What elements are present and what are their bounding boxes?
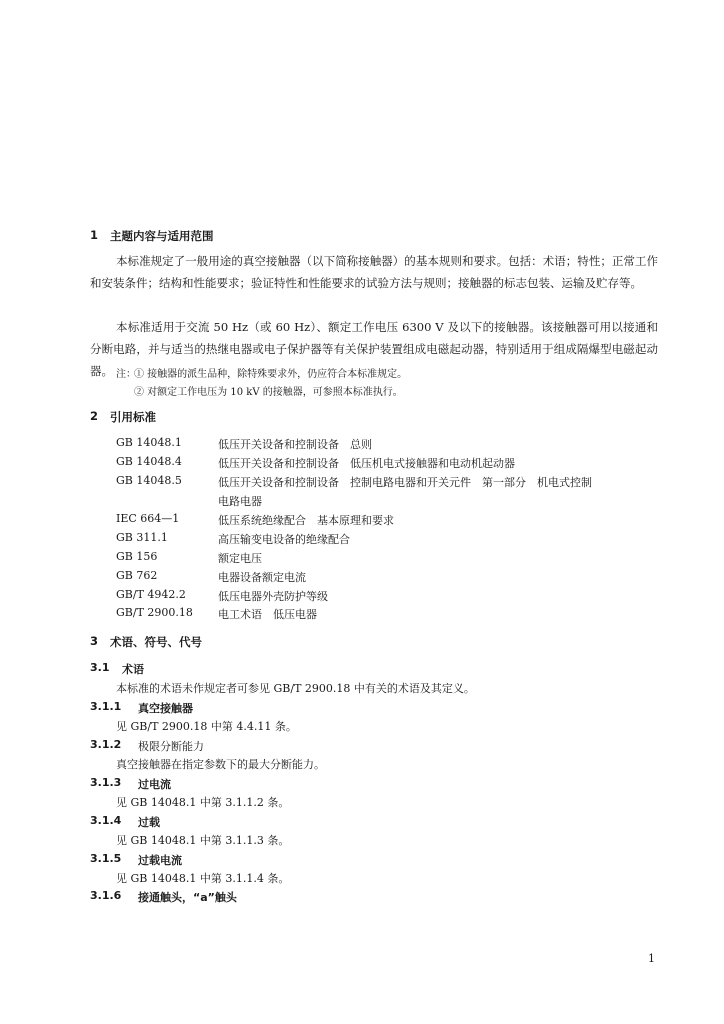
subsection-3-1-number: 3.1	[90, 661, 110, 674]
note-2: ② 对额定工作电压为 10 kV 的接触器，可参照本标准执行。	[134, 387, 403, 398]
reference-title: 低压系统绝缘配合 基本原理和要求	[218, 514, 394, 527]
reference-code: GB/T 2900.18	[116, 606, 193, 619]
reference-code: GB/T 4942.2	[116, 588, 186, 601]
reference-title: 高压输变电设备的绝缘配合	[218, 533, 350, 546]
clause-title: 过电流	[138, 778, 171, 791]
clause-number: 3.1.3	[90, 776, 122, 789]
clause-title: 过载	[138, 816, 160, 829]
reference-code: GB 762	[116, 569, 158, 582]
reference-title: 低压电器外壳防护等级	[218, 590, 328, 603]
section-1-paragraph-1: 本标准规定了一般用途的真空接触器（以下简称接触器）的基本规则和要求。包括：术语；特性；正常工作和安装条件；结构和性能要求；验证特性和性能要求的试验方法与规则；接触器的标志包装、运输及贮存等。	[90, 254, 658, 290]
section-2-number: 2	[90, 409, 99, 423]
page-number: 1	[648, 952, 655, 965]
reference-code: GB 156	[116, 550, 158, 563]
note-1: ① 接触器的派生品种，除特殊要求外，仍应符合本标准规定。	[134, 369, 408, 380]
clause-body: 见 GB 14048.1 中第 3.1.1.2 条。	[116, 796, 290, 809]
section-1-title: 主题内容与适用范围	[110, 229, 214, 243]
section-2-title: 引用标准	[110, 410, 156, 424]
reference-code: IEC 664—1	[116, 512, 180, 525]
reference-title: 电器设备额定电流	[218, 571, 306, 584]
reference-title: 额定电压	[218, 552, 262, 565]
reference-title: 低压开关设备和控制设备 低压机电式接触器和电动机起动器	[218, 457, 515, 470]
reference-title: 低压开关设备和控制设备 总则	[218, 438, 372, 451]
subsection-3-1-title: 术语	[122, 663, 144, 676]
clause-number: 3.1.5	[90, 852, 122, 865]
clause-number: 3.1.4	[90, 814, 122, 827]
section-3-number: 3	[90, 634, 99, 648]
reference-title-continued: 电路电器	[218, 495, 262, 508]
subsection-3-1-body: 本标准的术语未作规定者可参见 GB/T 2900.18 中有关的术语及其定义。	[116, 682, 475, 695]
reference-code: GB 14048.5	[116, 474, 182, 487]
clause-number: 3.1.2	[90, 738, 122, 751]
clause-body: 见 GB/T 2900.18 中第 4.4.11 条。	[116, 720, 297, 733]
section-1-number: 1	[90, 228, 99, 242]
clause-number: 3.1.6	[90, 889, 122, 902]
clause-title: 接通触头，“a”触头	[138, 891, 237, 904]
clause-body: 见 GB 14048.1 中第 3.1.1.4 条。	[116, 872, 290, 885]
clause-title: 真空接触器	[138, 702, 193, 715]
reference-title: 低压开关设备和控制设备 控制电路电器和开关元件 第一部分 机电式控制	[218, 476, 592, 489]
clause-body: 真空接触器在指定参数下的最大分断能力。	[116, 758, 325, 771]
clause-title: 极限分断能力	[138, 740, 204, 753]
section-3-title: 术语、符号、代号	[110, 635, 202, 649]
reference-code: GB 14048.1	[116, 436, 182, 449]
section-1-paragraph-2: 本标准适用于交流 50 Hz（或 60 Hz）、额定工作电压 6300 V 及以下的接触器。该接触器可用以接通和分断电路，并与适当的热继电器或电子保护器等有关保护装置组成电磁起动器，特别适用于组成隔爆型电磁起动器。	[90, 320, 658, 378]
reference-title: 电工术语 低压电器	[218, 608, 317, 621]
reference-code: GB 311.1	[116, 531, 168, 544]
reference-code: GB 14048.4	[116, 455, 182, 468]
clause-number: 3.1.1	[90, 700, 122, 713]
note-label: 注：	[116, 369, 136, 380]
clause-body: 见 GB 14048.1 中第 3.1.1.3 条。	[116, 834, 290, 847]
clause-title: 过载电流	[138, 854, 182, 867]
